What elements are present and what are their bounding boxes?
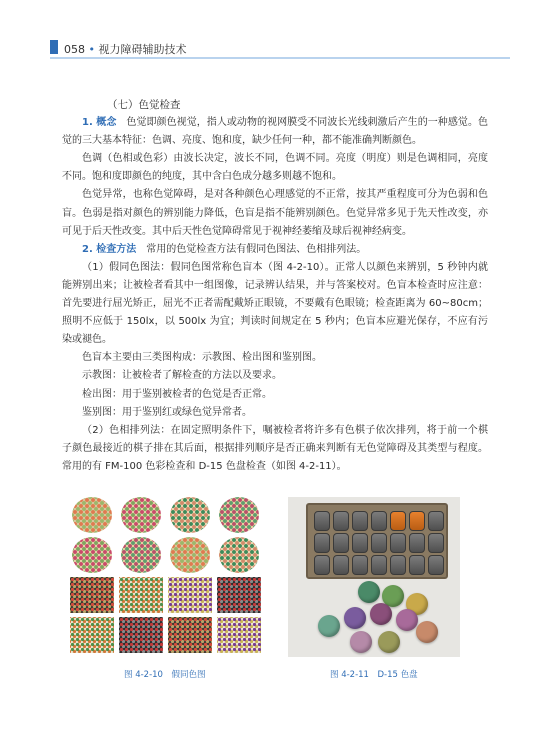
color-cap	[390, 511, 406, 531]
color-cap	[352, 511, 368, 531]
concept-label: 1. 概念	[82, 117, 117, 129]
color-cap	[314, 511, 330, 531]
type-detect: 检出图：用于鉴别被检者的色觉是否正常。	[82, 388, 272, 400]
color-plate	[119, 577, 163, 613]
color-disc	[350, 631, 372, 653]
color-plate	[121, 497, 161, 533]
header-text	[64, 41, 187, 57]
methods-paragraph	[62, 241, 488, 259]
color-cap	[409, 533, 425, 553]
color-disc	[396, 609, 418, 631]
book-title: 视力障碍辅助技术	[98, 43, 187, 56]
color-cap	[428, 511, 444, 531]
color-plate	[168, 577, 212, 613]
color-cap	[371, 511, 387, 531]
type-demo: 示教图：让被检者了解检查的方法以及要求。	[82, 370, 282, 382]
cap-tray	[306, 503, 448, 579]
color-plate	[119, 617, 163, 653]
section-title: （七）色觉检查	[107, 99, 181, 111]
page-number: 058	[64, 43, 85, 56]
pseudoisochromatic-plates-image	[70, 497, 270, 657]
color-cap	[409, 511, 425, 531]
color-disc	[378, 631, 400, 653]
d15-color-discs-image	[288, 497, 460, 657]
color-cap	[352, 555, 368, 575]
pseudo-paragraph: （1）假同色图法：假同色图常称色盲本（图 4-2-10）。正常人以颜色来辨别，5 秒钟内就能辨别出来；让被检者看其中一组图像，记录辨认结果，并与答案校对。色盲本检查时应注意：首先要进行屈光矫正，屈光不正者需配戴矫正眼镜，不要戴有色眼镜；检查距离为 60~80cm；照明不应低于 150lx，以 500lx 为宜；判读时间规定在 5 秒内；色盲本应避光保存，不应有污染或褪色。	[62, 261, 488, 346]
header-separator: •	[88, 43, 95, 56]
color-disc	[344, 607, 366, 629]
color-plate	[70, 577, 114, 613]
concept-paragraph	[62, 114, 488, 150]
color-cap	[333, 533, 349, 553]
header-accent-bar	[50, 40, 58, 54]
color-cap	[371, 533, 387, 553]
color-plate	[70, 617, 114, 653]
color-cap	[390, 533, 406, 553]
color-plate	[219, 497, 259, 533]
concept-text: 色觉即颜色视觉，指人或动物的视网膜受不同波长光线刺激后产生的一种感觉。色觉的三大基本特征：色调、亮度、饱和度，缺少任何一种，都不能准确判断颜色。	[62, 117, 488, 147]
color-cap	[352, 533, 368, 553]
color-disc	[358, 581, 380, 603]
color-plate	[168, 617, 212, 653]
types-intro: 色盲本主要由三类图构成：示教图、检出图和鉴别图。	[82, 352, 322, 364]
methods-label: 2. 检查方法	[82, 243, 137, 255]
color-plate	[72, 497, 112, 533]
color-plate	[219, 537, 259, 573]
color-cap	[314, 533, 330, 553]
color-cap	[428, 533, 444, 553]
figure-caption-right: 图 4-2-11 D-15 色盘	[330, 670, 418, 680]
color-plate	[170, 537, 210, 573]
color-cap	[314, 555, 330, 575]
color-cap	[333, 555, 349, 575]
color-plate	[121, 537, 161, 573]
color-plate	[170, 497, 210, 533]
type-identify: 鉴别图：用于鉴别红或绿色觉异常者。	[82, 406, 252, 418]
body-text	[62, 96, 488, 476]
color-plate	[72, 537, 112, 573]
hue-arrangement-paragraph: （2）色相排列法：在固定照明条件下，嘱被检者将许多有色棋子依次排列，将于前一个棋子颜色最接近的棋子排在其后面，根据排列顺序是否正确来判断有无色觉障碍及其类型与程度。常用的有 FM-100 色彩检查和 D-15 色盘检查（如图 4-2-11）。	[62, 424, 488, 472]
color-cap	[409, 555, 425, 575]
header-rule	[50, 57, 510, 59]
abnormal-paragraph: 色觉异常，也称色觉障碍，是对各种颜色心理感觉的不正常，按其严重程度可分为色弱和色盲。色弱是指对颜色的辨别能力降低，色盲是指不能辨别颜色。色觉异常多见于先天性改变，亦可见于后天性改变。其中后天性色觉障碍常见于视神经萎缩及球后视神经病变。	[62, 189, 488, 237]
hue-paragraph: 色调（色相或色彩）由波长决定，波长不同，色调不同。亮度（明度）则是色调相同，亮度不同。饱和度即颜色的纯度，其中含白色成分越多则越不饱和。	[62, 153, 488, 183]
color-plate	[217, 617, 261, 653]
methods-text: 常用的色觉检查方法有假同色图法、色相排列法。	[146, 243, 367, 255]
color-plate	[217, 577, 261, 613]
color-cap	[371, 555, 387, 575]
figure-caption-left: 图 4-2-10 假同色图	[124, 670, 206, 680]
color-cap	[428, 555, 444, 575]
color-cap	[390, 555, 406, 575]
page-header	[50, 38, 510, 58]
color-cap	[333, 511, 349, 531]
color-disc	[416, 621, 438, 643]
color-disc	[318, 615, 340, 637]
color-disc	[370, 603, 392, 625]
